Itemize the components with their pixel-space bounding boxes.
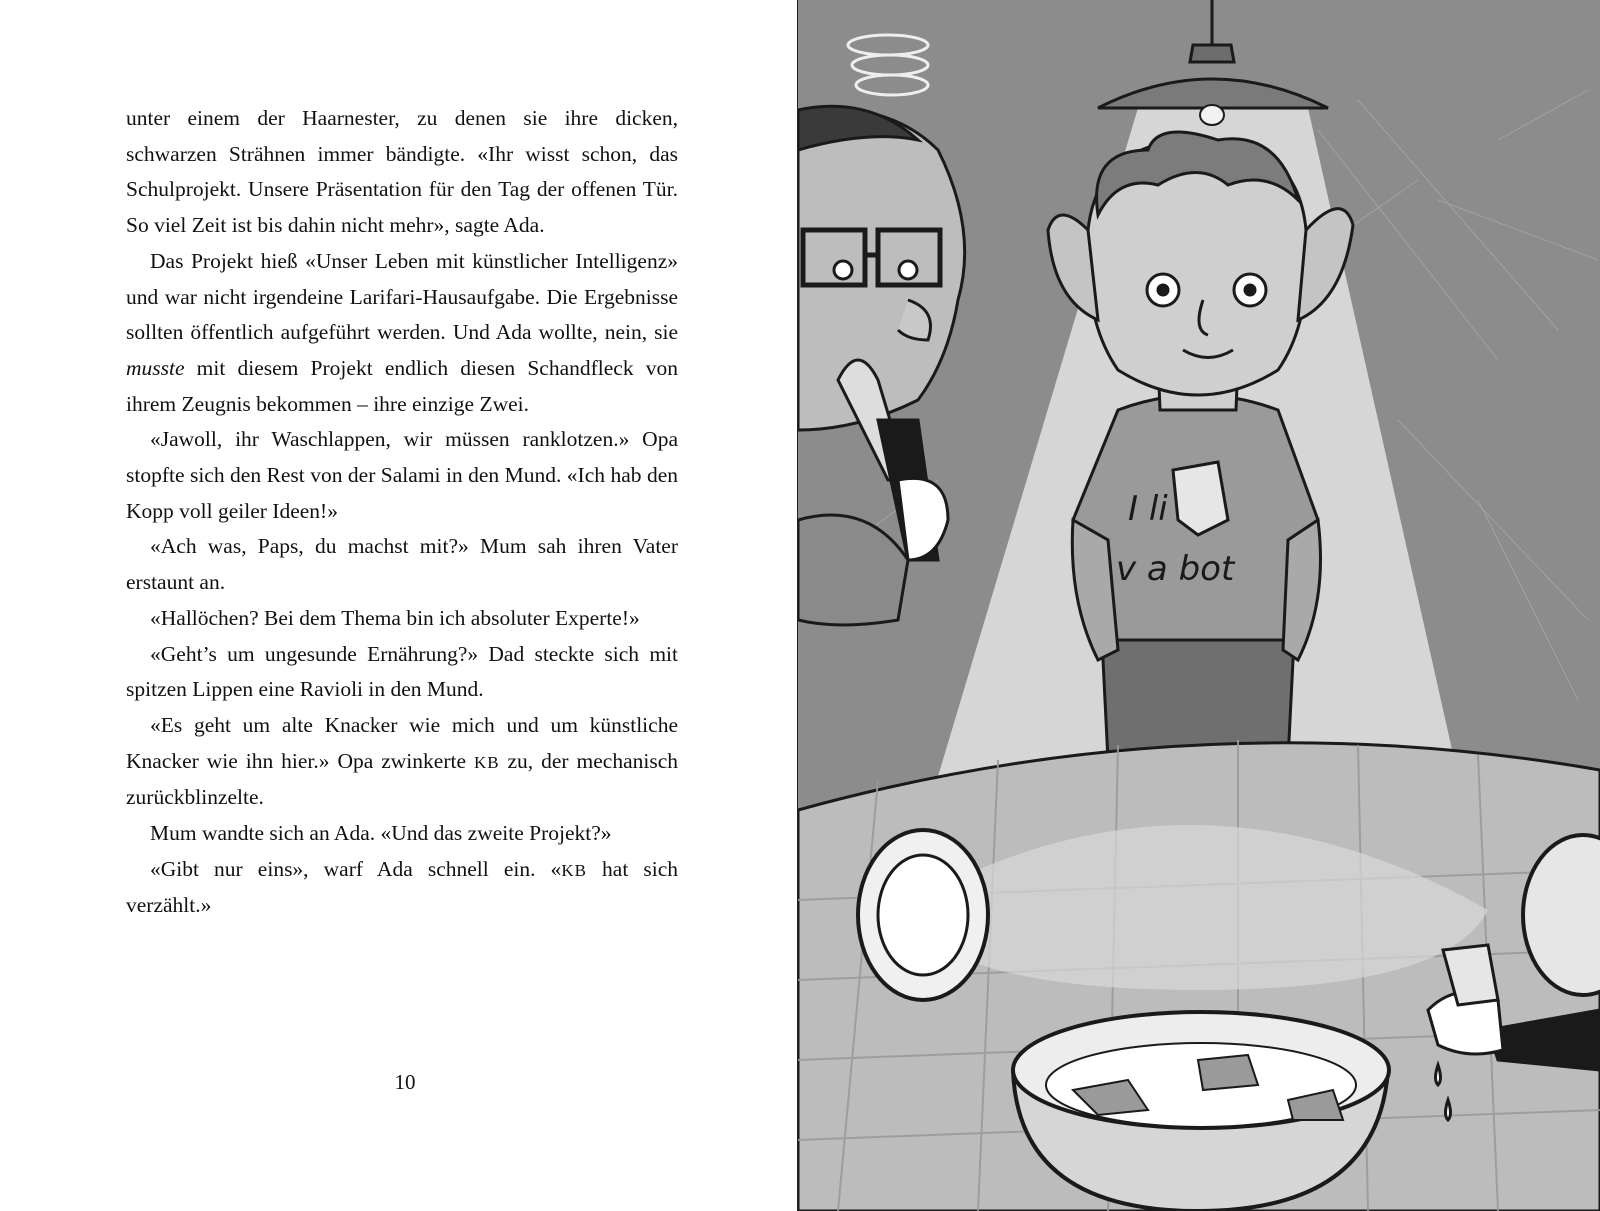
grandpa-sleeve xyxy=(798,515,908,625)
paragraph-text: KB xyxy=(473,752,500,772)
illustration-page xyxy=(798,0,1600,1211)
paragraph xyxy=(126,708,678,816)
paragraph-text: Mum wandte sich an Ada. «Und das zweite Projekt?» xyxy=(150,821,612,846)
tshirt-text-line1: I li xyxy=(1128,489,1168,529)
paragraph xyxy=(126,101,678,244)
paragraph-text: «Jawoll, ihr Waschlappen, wir müssen ranklotzen.» Opa stopfte sich den Rest von der Salami in den Mund. «Ich hab den Kopp voll geiler Ideen!» xyxy=(126,427,678,523)
paragraph-text: «Ach was, Paps, du machst mit?» Mum sah ihren Vater erstaunt an. xyxy=(126,534,678,595)
paragraph xyxy=(126,816,678,852)
paragraph-text: «Gibt nur eins», warf Ada schnell ein. « xyxy=(150,856,562,881)
paragraph-text: hat sich verzählt.» xyxy=(126,856,679,918)
paragraph xyxy=(126,422,678,529)
body-text xyxy=(126,101,678,924)
grandpa-hand xyxy=(898,478,948,560)
grandpa xyxy=(798,106,965,625)
tshirt-text-line2: v a bot xyxy=(1116,549,1235,589)
spiral-icon xyxy=(848,35,928,95)
left-page xyxy=(0,0,798,1211)
ceiling-lamp xyxy=(1098,0,1328,125)
paragraph-text: «Geht’s um ungesunde Ernährung?» Dad steckte sich mit spitzen Lippen eine Ravioli in den Mund. xyxy=(126,641,678,702)
paragraph-text: KB xyxy=(561,860,587,880)
paragraph-text: mit diesem Projekt endlich diesen Schandfleck von ihrem Zeugnis bekommen – ihre einzige Zwei. xyxy=(126,355,678,416)
paragraph xyxy=(126,852,678,924)
paragraph xyxy=(126,529,678,600)
paragraph-text: zu, der mechanisch zurückblinzelte. xyxy=(126,748,678,810)
page-number: 10 xyxy=(394,1070,416,1094)
paragraph-text: musste xyxy=(126,355,185,380)
paragraph xyxy=(126,637,678,708)
paragraph xyxy=(126,601,678,637)
paragraph-text: «Es geht um alte Knacker wie mich und um künstliche Knacker wie ihn hier.» Opa zwinkerte xyxy=(126,712,678,773)
illustration xyxy=(798,0,1600,1211)
paragraph-text: «Hallöchen? Bei dem Thema bin ich absoluter Experte!» xyxy=(150,605,640,630)
paragraph-text: Das Projekt hieß «Unser Leben mit künstlicher Intelligenz» und war nicht irgendeine Larifari-Hausaufgabe. Die Ergebnisse sollten öffentlich aufgeführt werden. Und Ada wollte, nein, sie xyxy=(126,248,678,345)
paragraph-text: unter einem der Haarnester, zu denen sie ihre dicken, schwarzen Strähnen immer bändigte. «Ihr wisst schon, das Schulprojekt. Unsere Präsentation für den Tag der offenen Tür. So viel Zeit ist bis dahin nicht mehr», sagte Ada. xyxy=(126,106,678,238)
ravioli-stain xyxy=(1173,462,1228,535)
paragraph xyxy=(126,244,678,423)
